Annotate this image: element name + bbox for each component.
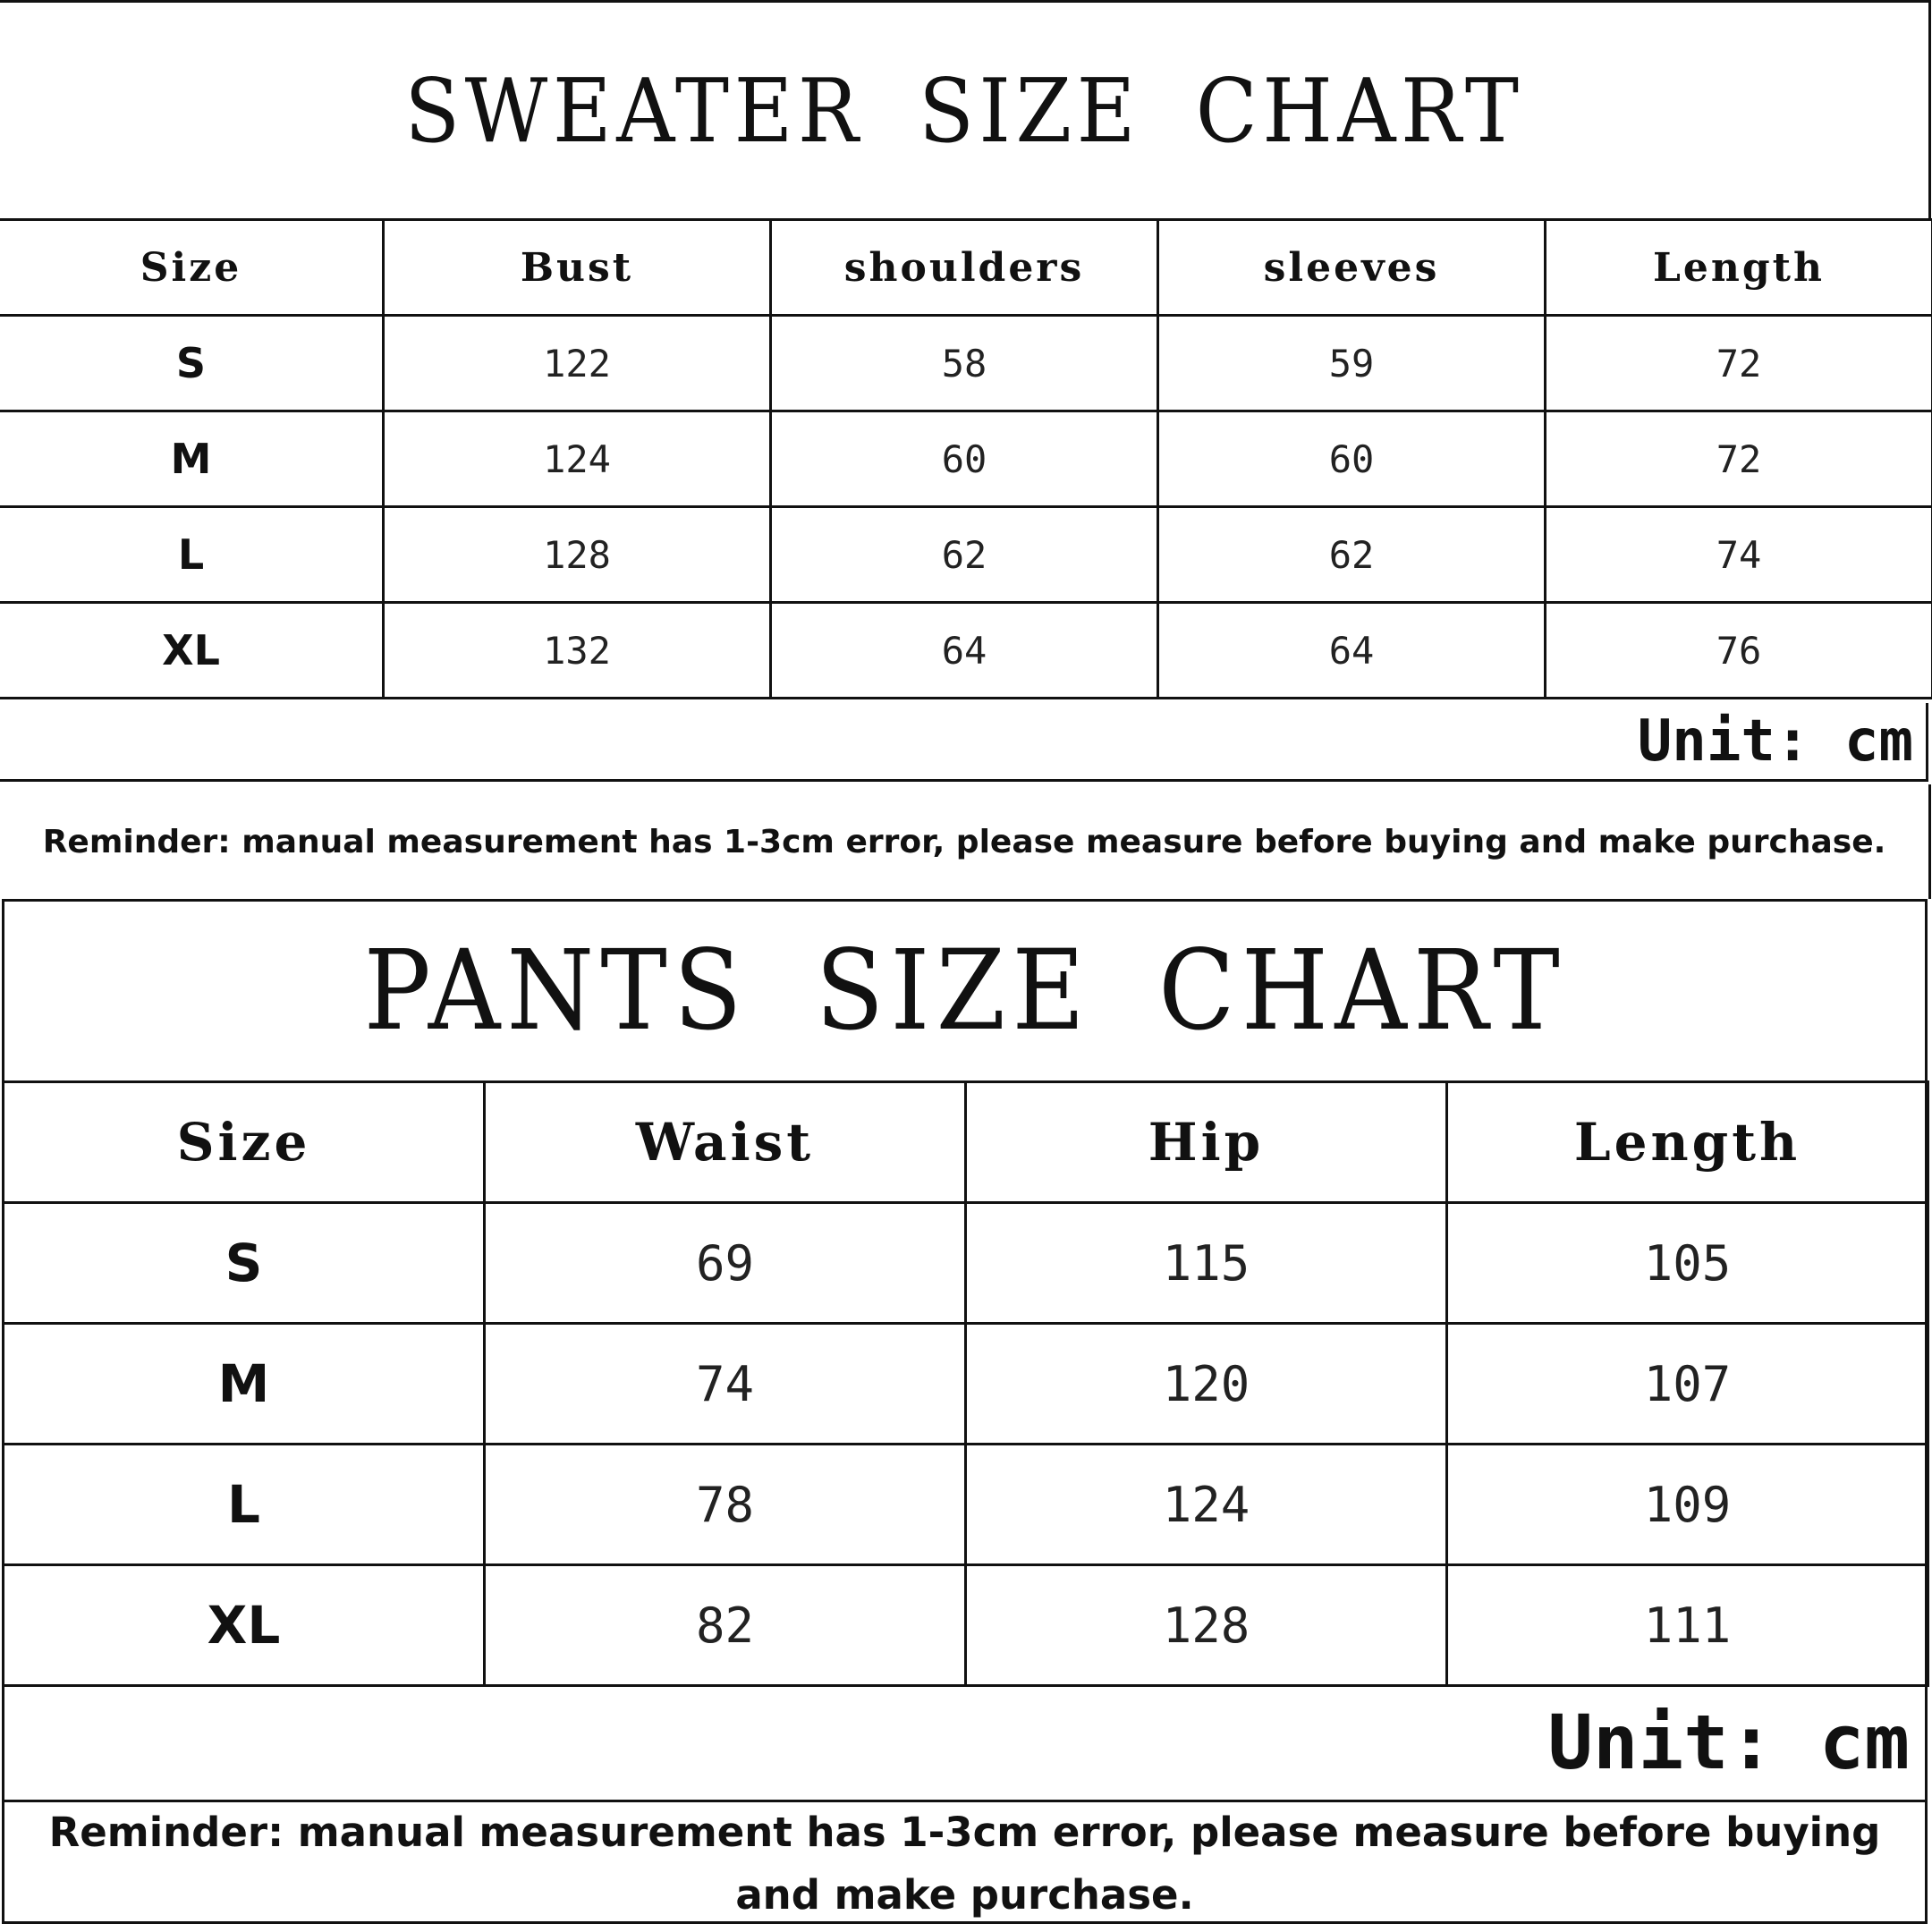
pants-unit-label: Unit: cm bbox=[2, 1684, 1928, 1802]
waist-cell: 78 bbox=[485, 1445, 966, 1565]
table-row bbox=[0, 603, 1932, 699]
size-cell: L bbox=[4, 1445, 485, 1565]
hip-cell: 120 bbox=[966, 1324, 1447, 1445]
bottom-margin bbox=[0, 1925, 1932, 1932]
sweater-chart-title-text: SWEATER SIZE CHART bbox=[404, 61, 1524, 163]
size-cell: S bbox=[4, 1203, 485, 1324]
sleeves-cell: 60 bbox=[1158, 411, 1546, 507]
sweater-size-table bbox=[0, 218, 1932, 699]
size-cell: L bbox=[0, 507, 384, 603]
size-cell: XL bbox=[4, 1565, 485, 1686]
size-cell: M bbox=[4, 1324, 485, 1445]
bust-cell: 124 bbox=[384, 411, 771, 507]
length-cell: 72 bbox=[1546, 411, 1932, 507]
hip-cell: 128 bbox=[966, 1565, 1447, 1686]
waist-cell: 69 bbox=[485, 1203, 966, 1324]
bust-cell: 132 bbox=[384, 603, 771, 699]
table-row bbox=[4, 1445, 1928, 1565]
length-cell: 105 bbox=[1447, 1203, 1928, 1324]
pants-size-table bbox=[2, 1080, 1929, 1687]
length-cell: 111 bbox=[1447, 1565, 1928, 1686]
table-row bbox=[4, 1203, 1928, 1324]
sleeves-cell: 59 bbox=[1158, 316, 1546, 411]
shoulders-cell: 58 bbox=[771, 316, 1158, 411]
sweater-header-row bbox=[0, 220, 1932, 316]
size-cell: S bbox=[0, 316, 384, 411]
pants-header-waist: Waist bbox=[485, 1082, 966, 1203]
table-row bbox=[0, 507, 1932, 603]
shoulders-cell: 64 bbox=[771, 603, 1158, 699]
size-cell: M bbox=[0, 411, 384, 507]
size-cell: XL bbox=[0, 603, 384, 699]
pants-chart-title-text: PANTS SIZE CHART bbox=[363, 927, 1566, 1055]
table-row bbox=[0, 316, 1932, 411]
sweater-chart-title bbox=[0, 0, 1931, 221]
bust-cell: 128 bbox=[384, 507, 771, 603]
waist-cell: 74 bbox=[485, 1324, 966, 1445]
shoulders-cell: 60 bbox=[771, 411, 1158, 507]
length-cell: 72 bbox=[1546, 316, 1932, 411]
shoulders-cell: 62 bbox=[771, 507, 1158, 603]
sweater-unit-label: Unit: cm bbox=[0, 703, 1928, 782]
pants-header-row bbox=[4, 1082, 1928, 1203]
hip-cell: 124 bbox=[966, 1445, 1447, 1565]
length-cell: 107 bbox=[1447, 1324, 1928, 1445]
sleeves-cell: 62 bbox=[1158, 507, 1546, 603]
table-row bbox=[4, 1565, 1928, 1686]
waist-cell: 82 bbox=[485, 1565, 966, 1686]
sweater-reminder-text: Reminder: manual measurement has 1-3cm error, please measure before buying and make purchase. bbox=[0, 784, 1931, 899]
sweater-header-sleeves: sleeves bbox=[1158, 220, 1546, 316]
sleeves-cell: 64 bbox=[1158, 603, 1546, 699]
table-row bbox=[4, 1324, 1928, 1445]
pants-chart-title bbox=[2, 899, 1928, 1083]
sweater-header-bust: Bust bbox=[384, 220, 771, 316]
pants-reminder-text: Reminder: manual measurement has 1-3cm error, please measure before buying and make purchase. bbox=[48, 1808, 1881, 1919]
sweater-header-size: Size bbox=[0, 220, 384, 316]
table-row bbox=[0, 411, 1932, 507]
pants-header-size: Size bbox=[4, 1082, 485, 1203]
length-cell: 74 bbox=[1546, 507, 1932, 603]
sweater-header-length: Length bbox=[1546, 220, 1932, 316]
bust-cell: 122 bbox=[384, 316, 771, 411]
length-cell: 109 bbox=[1447, 1445, 1928, 1565]
pants-header-length: Length bbox=[1447, 1082, 1928, 1203]
pants-header-hip: Hip bbox=[966, 1082, 1447, 1203]
hip-cell: 115 bbox=[966, 1203, 1447, 1324]
length-cell: 76 bbox=[1546, 603, 1932, 699]
sweater-header-shoulders: shoulders bbox=[771, 220, 1158, 316]
